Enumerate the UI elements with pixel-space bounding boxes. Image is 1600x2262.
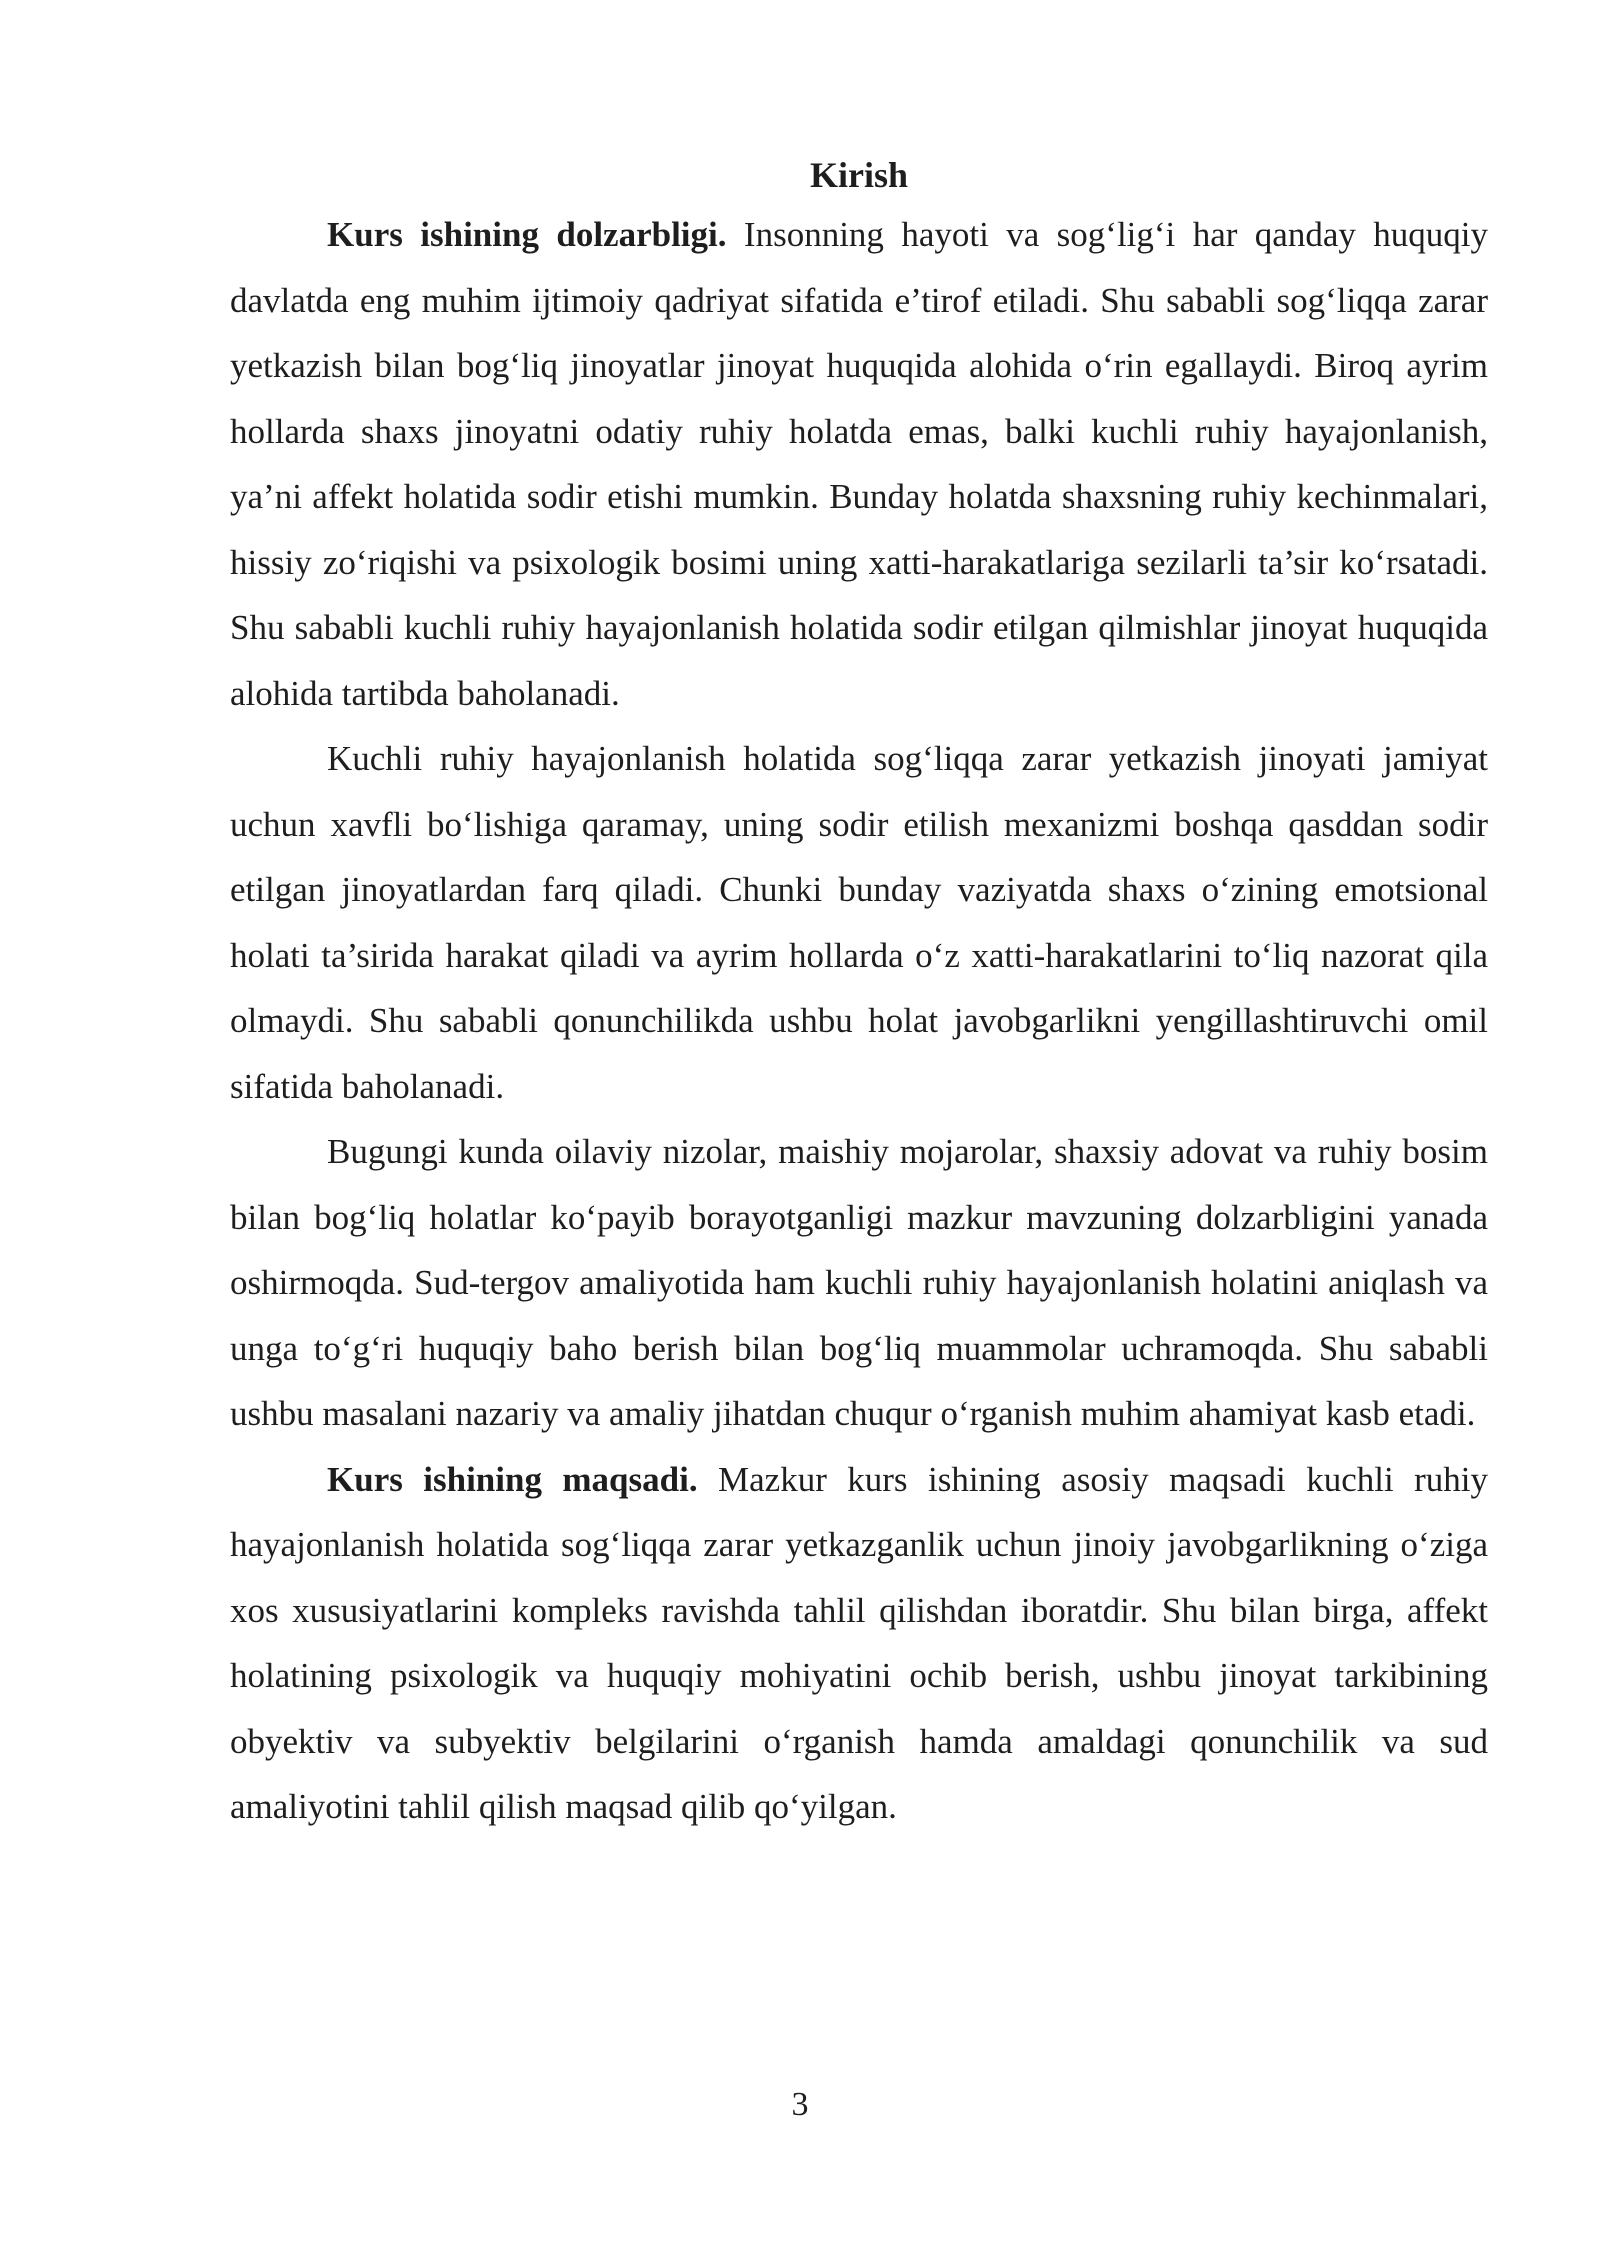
paragraph-lead: Kurs ishining dolzarbligi. [327,215,727,254]
paragraph-text: Mazkur kurs ishining asosiy maqsadi kuchli ruhiy hayajonlanish holatida sog‘liqqa zarar yetkazganlik uchun jinoiy javobgarlikning o‘ziga xos xususiyatlarini kompleks ravishda tahlil qilishdan iboratdir. Shu bilan birga, affekt holatining psixologik va huquqiy mohiyatini ochib berish, ushbu jinoyat tarkibining obyektiv va subyektiv belgilarini o‘rganish hamda amaldagi qonunchilik va sud amaliyotini tahlil qilish maqsad qilib qo‘yilgan. [230,1459,1488,1826]
section-heading: Kirish [809,155,908,195]
paragraph-current-relevance [230,1119,1488,1447]
document-page [230,150,1488,1840]
paragraph-text: Insonning hayoti va sog‘lig‘i har qanday huquqiy davlatda eng muhim ijtimoiy qadriyat sifatida e’tirof etiladi. Shu sababli sog‘liqqa zarar yetkazish bilan bog‘liq jinoyatlar jinoyat huquqida alohida o‘rin egallaydi. Biroq ayrim hollarda shaxs jinoyatni odatiy ruhiy holatda emas, balki kuchli ruhiy hayajonlanish, ya’ni affekt holatida sodir etishi mumkin. Bunday holatda shaxsning ruhiy kechinmalari, hissiy zo‘riqishi va psixologik bosimi uning xatti-harakatlariga sezilarli ta’sir ko‘rsatadi. Shu sababli kuchli ruhiy hayajonlanish holatida sodir etilgan qilmishlar jinoyat huquqida alohida tartibda baholanadi. [230,215,1489,713]
paragraph-lead: Kurs ishining maqsadi. [327,1459,698,1499]
paragraph-goal [230,1447,1488,1840]
paragraph-text: Bugungi kunda oilaviy nizolar, maishiy mojarolar, shaxsiy adovat va ruhiy bosim bilan bog‘liq holatlar ko‘payib borayotganligi mazkur mavzuning dolzarbligini yanada oshirmoqda. Sud-tergov amaliyotida ham kuchli ruhiy hayajonlanish holatini aniqlash va unga to‘g‘ri huquqiy baho berish bilan bog‘liq muammolar uchramoqda. Shu sababli ushbu masalani nazariy va amaliy jihatdan chuqur o‘rganish muhim ahamiyat kasb etadi. [230,1132,1488,1433]
page-number: 3 [791,2086,809,2123]
paragraph-mechanism [230,726,1488,1119]
paragraph-relevance [230,202,1488,726]
paragraph-text: Kuchli ruhiy hayajonlanish holatida sog‘liqqa zarar yetkazish jinoyati jamiyat uchun xavfli bo‘lishiga qaramay, uning sodir etilish mexanizmi boshqa qasddan sodir etilgan jinoyatlardan farq qiladi. Chunki bunday vaziyatda shaxs o‘zining emotsional holati ta’sirida harakat qiladi va ayrim hollarda o‘z xatti-harakatlarini to‘liq nazorat qila olmaydi. Shu sababli qonunchilikda ushbu holat javobgarlikni yengillashtiruvchi omil sifatida baholanadi. [230,739,1488,1106]
